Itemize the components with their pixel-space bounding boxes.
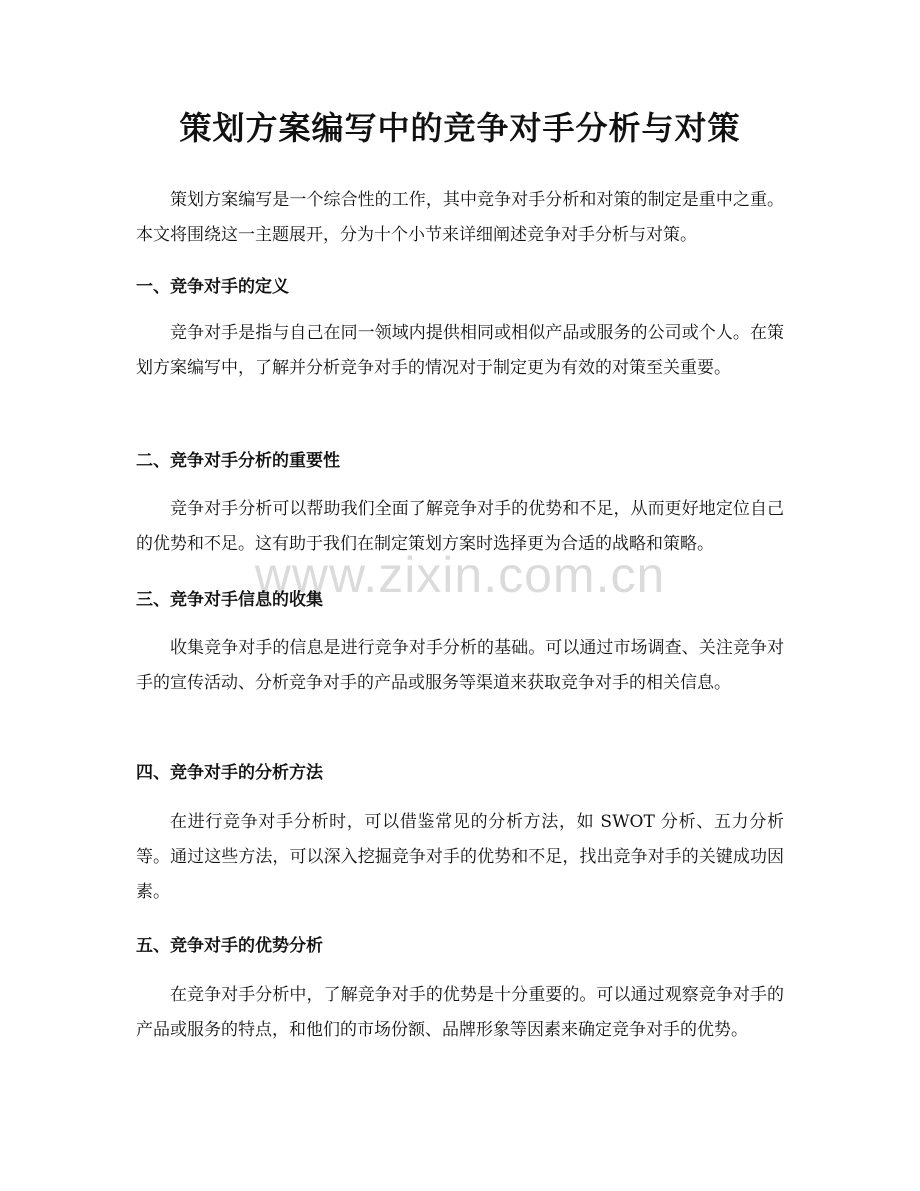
section-heading-3: 三、竞争对手信息的收集 xyxy=(136,590,323,610)
document-title: 策划方案编写中的竞争对手分析与对策 xyxy=(179,109,741,147)
section-body-5: 在竞争对手分析中，了解竞争对手的优势是十分重要的。可以通过观察竞争对手的产品或服务的特点，和他们的市场份额、品牌形象等因素来确定竞争对手的优势。 xyxy=(136,985,784,1040)
section-heading-5: 五、竞争对手的优势分析 xyxy=(136,936,323,956)
section-heading-4: 四、竞争对手的分析方法 xyxy=(136,763,323,783)
section-heading-2: 二、竞争对手分析的重要性 xyxy=(136,451,340,471)
intro-paragraph: 策划方案编写是一个综合性的工作，其中竞争对手分析和对策的制定是重中之重。本文将围绕这一主题展开，分为十个小节来详细阐述竞争对手分析与对策。 xyxy=(136,190,784,245)
section-body-3: 收集竞争对手的信息是进行竞争对手分析的基础。可以通过市场调查、关注竞争对手的宣传活动、分析竞争对手的产品或服务等渠道来获取竞争对手的相关信息。 xyxy=(136,638,784,693)
watermark: www.zixin.com.cn xyxy=(254,547,666,603)
section-body-1: 竞争对手是指与自己在同一领域内提供相同或相似产品或服务的公司或个人。在策划方案编写中，了解并分析竞争对手的情况对于制定更为有效的对策至关重要。 xyxy=(136,323,784,378)
section-heading-1: 一、竞争对手的定义 xyxy=(136,277,289,297)
section-body-2: 竞争对手分析可以帮助我们全面了解竞争对手的优势和不足，从而更好地定位自己的优势和不足。这有助于我们在制定策划方案时选择更为合适的战略和策略。 xyxy=(136,499,784,554)
section-body-4: 在进行竞争对手分析时，可以借鉴常见的分析方法，如 SWOT 分析、五力分析等。通过这些方法，可以深入挖掘竞争对手的优势和不足，找出竞争对手的关键成功因素。 xyxy=(136,812,784,902)
